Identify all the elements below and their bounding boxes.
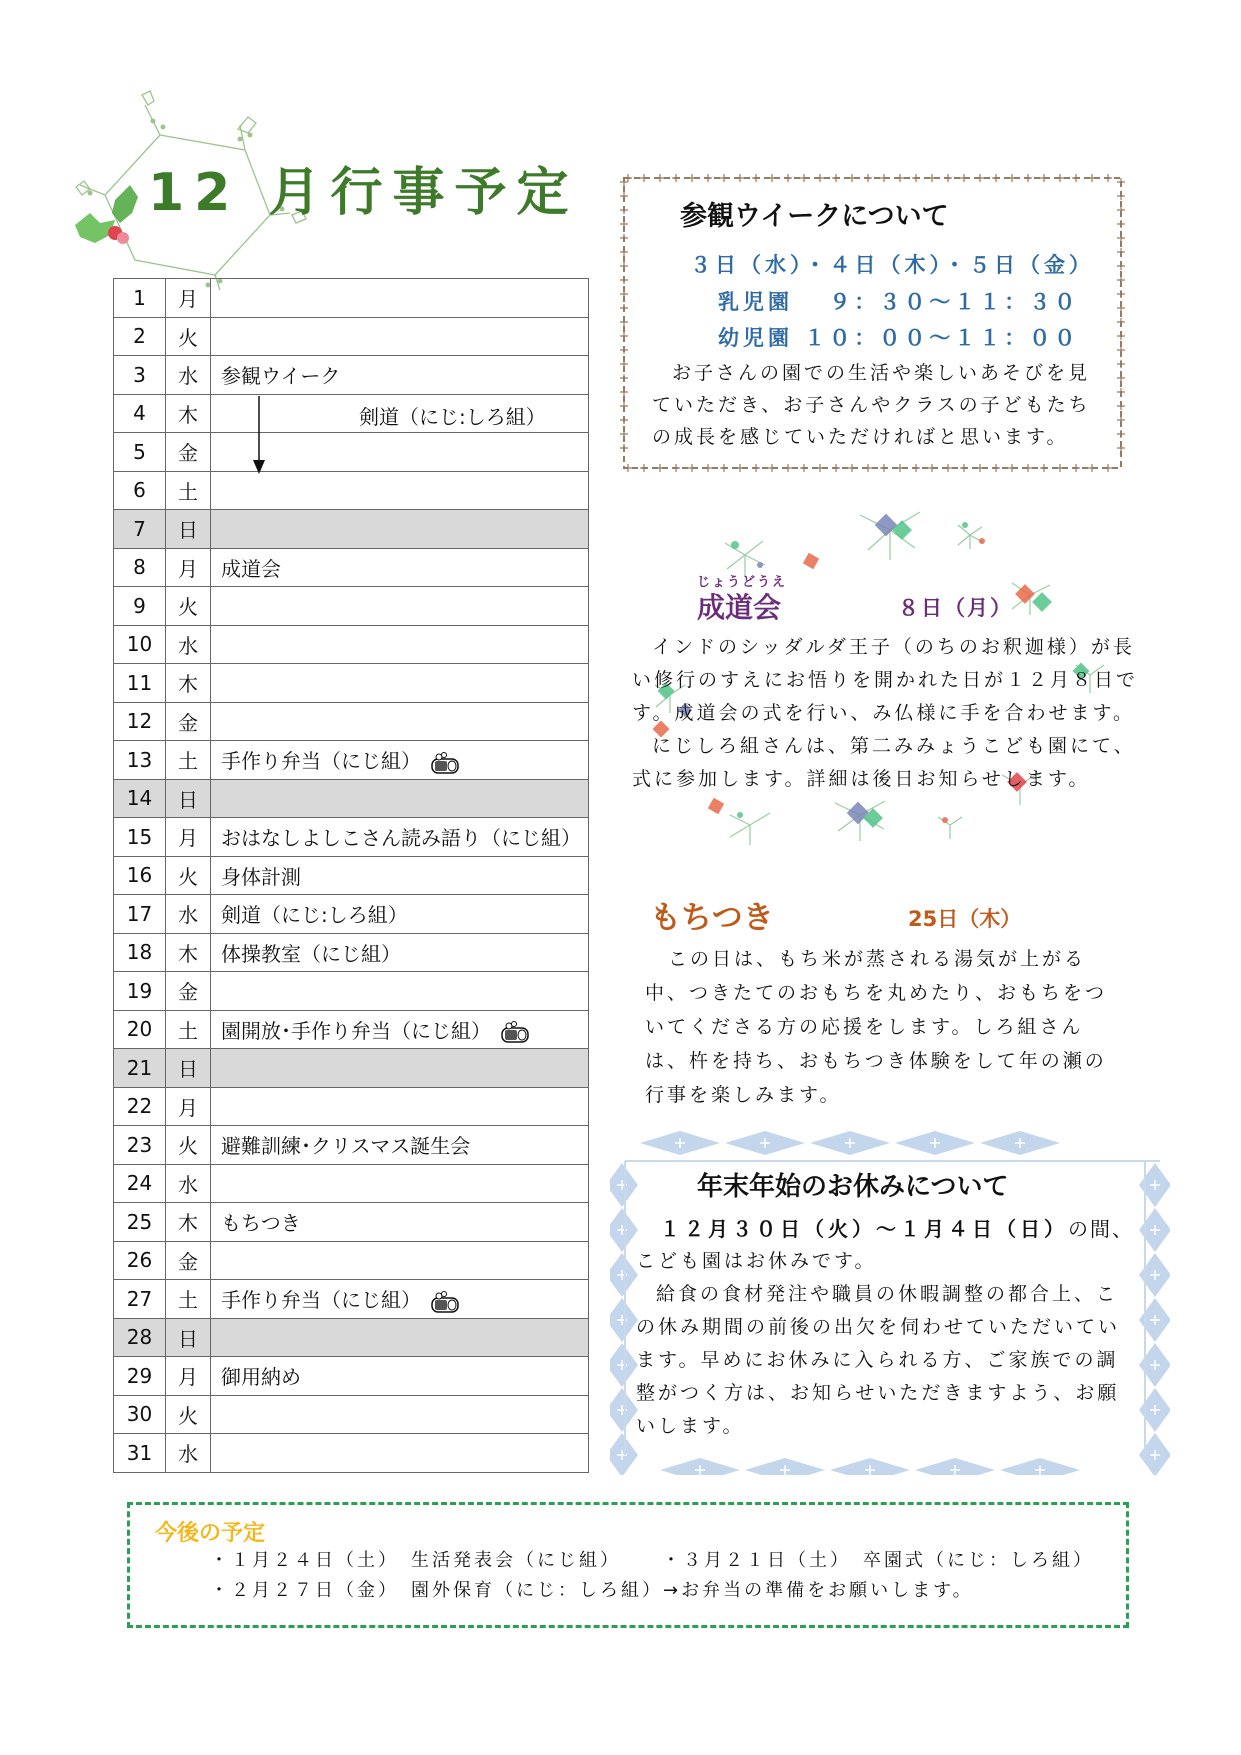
body-line: 行事を楽しみます。 (645, 1084, 842, 1106)
event-cell (211, 1241, 589, 1280)
calendar-row (114, 972, 589, 1011)
calendar-row (114, 1280, 589, 1319)
weekday: 火 (166, 317, 211, 356)
event-cell (211, 779, 589, 818)
body-line: にじしろ組さんは、第二みみょうこども園にて、 (652, 735, 1136, 757)
calendar-row (114, 625, 589, 664)
calendar-row (114, 818, 589, 857)
body-line: は、杵を持ち、おもちつき体験をして年の瀬の (645, 1050, 1107, 1072)
body-line: 整がつく方は、お知らせいただきますよう、お願 (636, 1382, 1120, 1404)
event-cell (211, 317, 589, 356)
body-line: いします。 (636, 1415, 745, 1437)
weekday: 月 (166, 1357, 211, 1396)
upcoming-schedule-title: 今後の予定 (155, 1521, 266, 1546)
calendar-row (114, 1357, 589, 1396)
day-number: 23 (114, 1126, 166, 1165)
calendar-row (114, 1010, 589, 1049)
calendar-row (114, 587, 589, 626)
event-cell (211, 856, 589, 895)
mochitsuki-title: もちつき (650, 900, 774, 936)
weekday: 火 (166, 1395, 211, 1434)
event-cell (211, 1126, 589, 1165)
event-cell (211, 972, 589, 1011)
day-number: 11 (114, 664, 166, 703)
event-cell (211, 1010, 589, 1049)
mochitsuki-date: 25日（木） (908, 907, 1022, 931)
holiday-period-suffix: の間、 (1068, 1217, 1134, 1241)
event-calendar-table (113, 278, 589, 1473)
event-text: 園開放･手作り弁当（にじ組） (221, 1018, 491, 1043)
weekday: 水 (166, 356, 211, 395)
weekday: 金 (166, 433, 211, 472)
weekday: 水 (166, 1164, 211, 1203)
event-cell (211, 394, 589, 433)
body-line: いてくださる方の応援をします。しろ組さん (645, 1016, 1084, 1038)
day-number: 28 (114, 1318, 166, 1357)
day-number: 17 (114, 895, 166, 934)
event-text: 成道会 (221, 556, 281, 581)
calendar-row (114, 1126, 589, 1165)
event-cell (211, 895, 589, 934)
open-house-dates: ３日（水）・４日（木）・５日（金） (690, 253, 1094, 277)
body-line: ます。早めにお休みに入られる方、ご家族での調 (636, 1349, 1119, 1371)
weekday: 火 (166, 587, 211, 626)
weekday: 木 (166, 664, 211, 703)
event-text: 剣道（にじ:しろ組） (221, 903, 408, 928)
body-line: 給食の食材発注や職員の休暇調整の都合上、こ (656, 1283, 1119, 1305)
body-line: 中、つきたてのおもちを丸めたり、おもちをつ (645, 982, 1108, 1004)
calendar-row (114, 1164, 589, 1203)
body-line: この日は、もち米が蒸される湯気が上がる (668, 948, 1087, 970)
event-text: おはなしよしこさん読み語り（にじ組） (221, 826, 581, 851)
furigana: じょうどうえ (697, 575, 788, 590)
day-number: 30 (114, 1395, 166, 1434)
calendar-row (114, 356, 589, 395)
weekday: 土 (166, 1280, 211, 1319)
event-cell (211, 510, 589, 549)
weekday: 月 (166, 548, 211, 587)
body-line: 式に参加します。詳細は後日お知らせします。 (632, 768, 1091, 790)
day-number: 4 (114, 394, 166, 433)
calendar-row (114, 1203, 589, 1242)
calendar-row (114, 394, 589, 433)
calendar-row (114, 664, 589, 703)
calendar-row (114, 317, 589, 356)
weekday: 月 (166, 818, 211, 857)
down-arrow-icon (253, 396, 265, 474)
page-title: 12 月行事予定 (148, 163, 579, 223)
year-end-holiday-title: 年末年始のお休みについて (697, 1172, 1009, 1202)
jodo-e-date: ８日（月） (898, 596, 1013, 620)
weekday: 金 (166, 972, 211, 1011)
weekday: 木 (166, 1203, 211, 1242)
event-cell (211, 1164, 589, 1203)
day-number: 29 (114, 1357, 166, 1396)
calendar-row (114, 548, 589, 587)
event-cell (211, 1049, 589, 1088)
calendar-row (114, 895, 589, 934)
event-text: もちつき (221, 1211, 301, 1236)
preschool-hours: 幼児園 １０：００～１１：００ (718, 326, 1080, 350)
calendar-row (114, 779, 589, 818)
event-cell (211, 664, 589, 703)
event-cell (211, 818, 589, 857)
body-line: お子さんの園での生活や楽しいあそびを見 (672, 362, 1091, 384)
event-text: 避難訓練･クリスマス誕生会 (221, 1134, 471, 1159)
bento-box-icon (429, 1290, 461, 1314)
day-number: 5 (114, 433, 166, 472)
day-number: 26 (114, 1241, 166, 1280)
weekday: 土 (166, 1010, 211, 1049)
event-cell (211, 1087, 589, 1126)
body-line: ていただき、お子さんやクラスの子どもたち (652, 394, 1091, 416)
upcoming-item: ・３月２１日（土） 卒園式（にじ：しろ組） (662, 1550, 1094, 1571)
body-line: の休み期間の前後の出欠を伺わせていただいてい (636, 1316, 1121, 1338)
weekday: 金 (166, 1241, 211, 1280)
day-number: 31 (114, 1434, 166, 1473)
infant-hours: 乳児園 ９：３０～１１：３０ (718, 290, 1080, 314)
day-number: 27 (114, 1280, 166, 1319)
event-cell (211, 279, 589, 318)
event-cell (211, 1318, 589, 1357)
event-text: 参観ウイーク (221, 364, 341, 389)
calendar-row (114, 741, 589, 780)
day-number: 18 (114, 933, 166, 972)
weekday: 水 (166, 895, 211, 934)
day-number: 22 (114, 1087, 166, 1126)
event-cell (211, 587, 589, 626)
day-number: 2 (114, 317, 166, 356)
calendar-row (114, 471, 589, 510)
calendar-row (114, 1395, 589, 1434)
event-cell (211, 702, 589, 741)
calendar-row (114, 1318, 589, 1357)
day-number: 7 (114, 510, 166, 549)
calendar-row (114, 1049, 589, 1088)
event-text: 身体計測 (221, 864, 301, 889)
event-cell (211, 1395, 589, 1434)
upcoming-item: ・２月２７日（金） 園外保育（にじ：しろ組）→お弁当の準備をお願いします。 (210, 1580, 974, 1601)
event-cell (211, 1357, 589, 1396)
body-line: い修行のすえにお悟りを開かれた日が１２月８日で (632, 669, 1139, 691)
body-line: す。成道会の式を行い、み仏様に手を合わせます。 (632, 702, 1135, 724)
event-cell (211, 356, 589, 395)
section-title: 参観ウイークについて (680, 201, 949, 232)
event-text: 手作り弁当（にじ組） (221, 749, 421, 773)
upcoming-item: ・１月２４日（土） 生活発表会（にじ組） (210, 1550, 621, 1571)
day-number: 12 (114, 702, 166, 741)
event-cell (211, 1280, 589, 1319)
day-number: 15 (114, 818, 166, 857)
day-number: 13 (114, 741, 166, 780)
calendar-row (114, 1087, 589, 1126)
event-cell (211, 933, 589, 972)
weekday: 日 (166, 1318, 211, 1357)
event-cell (211, 548, 589, 587)
day-number: 3 (114, 356, 166, 395)
weekday: 日 (166, 1049, 211, 1088)
event-cell (211, 1203, 589, 1242)
day-number: 25 (114, 1203, 166, 1242)
weekday: 月 (166, 1087, 211, 1126)
bento-box-icon (499, 1020, 531, 1044)
day-number: 10 (114, 625, 166, 664)
bento-box-icon (429, 751, 461, 775)
day-number: 9 (114, 587, 166, 626)
weekday: 土 (166, 471, 211, 510)
calendar-row (114, 702, 589, 741)
day-number: 19 (114, 972, 166, 1011)
day-number: 14 (114, 779, 166, 818)
event-cell (211, 471, 589, 510)
calendar-row (114, 279, 589, 318)
day-number: 8 (114, 548, 166, 587)
weekday: 水 (166, 625, 211, 664)
event-text-secondary: 剣道（にじ:しろ組） (359, 404, 546, 429)
weekday: 日 (166, 510, 211, 549)
weekday: 火 (166, 1126, 211, 1165)
calendar-row (114, 933, 589, 972)
weekday: 水 (166, 1434, 211, 1473)
weekday: 木 (166, 933, 211, 972)
day-number: 24 (114, 1164, 166, 1203)
event-text: 体操教室（にじ組） (221, 941, 401, 966)
jodo-e-title: 成道会 (697, 591, 782, 624)
weekday: 金 (166, 702, 211, 741)
event-cell (211, 741, 589, 780)
day-number: 21 (114, 1049, 166, 1088)
weekday: 月 (166, 279, 211, 318)
body-line: インドのシッダルダ王子（のちのお釈迦様）が長 (652, 636, 1135, 658)
day-number: 1 (114, 279, 166, 318)
weekday: 火 (166, 856, 211, 895)
calendar-row (114, 1434, 589, 1473)
day-number: 6 (114, 471, 166, 510)
calendar-row (114, 1241, 589, 1280)
holiday-period-dates: １２月３０日（火）～１月４日（日） (660, 1217, 1068, 1241)
event-cell (211, 1434, 589, 1473)
holiday-period (660, 1213, 1134, 1242)
event-cell (211, 625, 589, 664)
weekday: 土 (166, 741, 211, 780)
day-number: 16 (114, 856, 166, 895)
weekday: 木 (166, 394, 211, 433)
event-cell (211, 433, 589, 472)
open-house-week-box (620, 174, 1125, 472)
body-line: こども園はお休みです。 (636, 1250, 877, 1272)
day-number: 20 (114, 1010, 166, 1049)
body-line: の成長を感じていただければと思います。 (652, 426, 1069, 448)
calendar-row (114, 433, 589, 472)
calendar-row (114, 510, 589, 549)
event-text: 手作り弁当（にじ組） (221, 1288, 421, 1312)
calendar-row (114, 856, 589, 895)
weekday: 日 (166, 779, 211, 818)
event-text: 御用納め (221, 1365, 301, 1390)
